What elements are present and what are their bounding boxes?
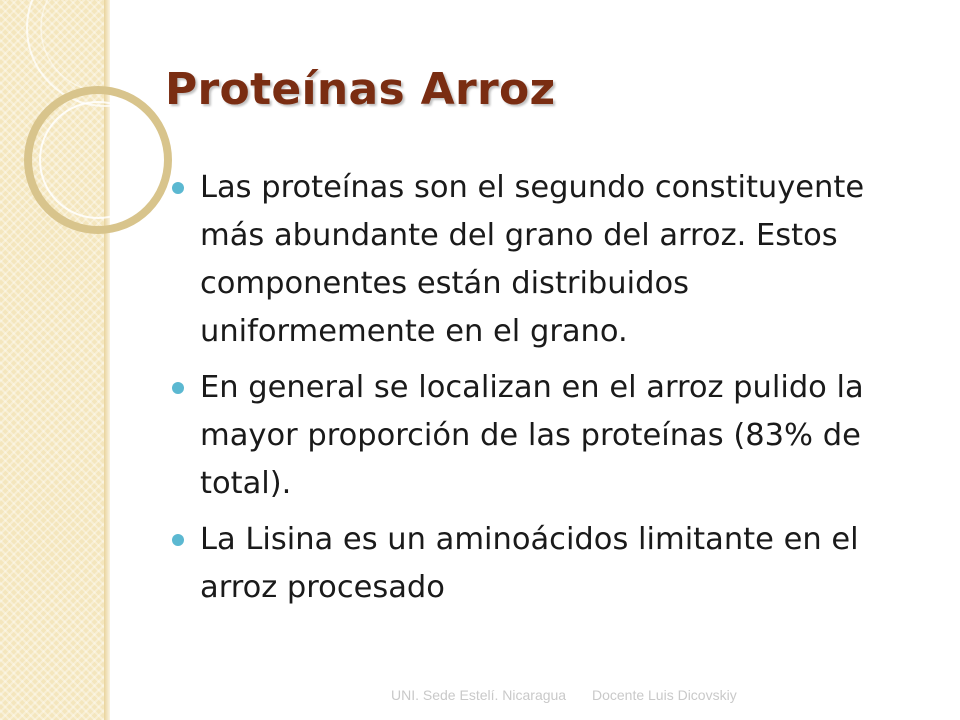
bullet-item	[170, 364, 930, 508]
footer-author: Docente Luis Dicovskiy	[591, 687, 737, 703]
bullet-dot-icon	[172, 382, 184, 394]
bullet-list	[170, 164, 930, 620]
slide-footer	[391, 687, 759, 703]
bullet-text: Las proteínas son el segundo constituyente más abundante del grano del arroz. Estos componentes están distribuidos uniformemente en el grano.	[200, 170, 865, 349]
bullet-text: En general se localizan en el arroz pulido la mayor proporción de las proteínas (83% de total).	[200, 370, 864, 501]
footer-institution: UNI. Sede Estelí. Nicaragua	[391, 687, 567, 703]
bullet-dot-icon	[172, 182, 184, 194]
bullet-text: La Lisina es un aminoácidos limitante en el arroz procesado	[200, 522, 859, 605]
slide-title: Proteínas Arroz	[165, 64, 556, 115]
bullet-item	[170, 164, 930, 356]
bullet-dot-icon	[172, 534, 184, 546]
bullet-item	[170, 516, 930, 612]
